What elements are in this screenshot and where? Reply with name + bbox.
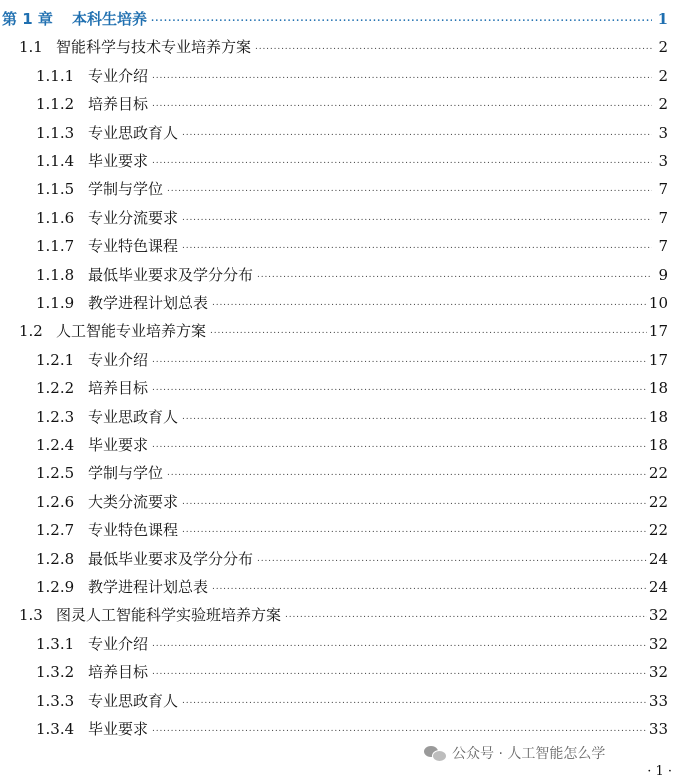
toc-entry-title: 学制与学位 xyxy=(88,180,164,199)
toc-leader-dots xyxy=(182,493,647,511)
toc-entry-title: 最低毕业要求及学分分布 xyxy=(88,265,254,284)
toc-entry-number: 1.1.8 xyxy=(36,265,75,284)
wechat-icon xyxy=(424,744,446,762)
toc-leader-dots xyxy=(152,379,647,397)
toc-entry-page: 7 xyxy=(658,208,668,227)
toc-entry-title: 智能科学与技术专业培养方案 xyxy=(56,38,252,57)
toc-entry-page: 1 xyxy=(657,10,668,28)
toc-leader-dots xyxy=(182,521,647,539)
toc-entry-title: 培养目标 xyxy=(88,379,149,398)
toc-leader-dots xyxy=(182,692,647,710)
toc-entry-page: 24 xyxy=(648,578,668,596)
toc-entry-title: 学制与学位 xyxy=(88,464,164,483)
toc-entry-number: 1.2.7 xyxy=(36,521,75,540)
toc-leader-dots xyxy=(182,209,652,227)
toc-entry[interactable] xyxy=(0,487,668,511)
toc-entry-page: 33 xyxy=(648,720,668,738)
toc-entry[interactable] xyxy=(0,402,668,426)
toc-entry-number: 1.1.7 xyxy=(36,237,75,256)
toc-entry[interactable] xyxy=(0,430,668,454)
toc-entry-title: 大类分流要求 xyxy=(88,492,179,511)
toc-entry[interactable] xyxy=(0,260,668,284)
toc-entry-page: 3 xyxy=(658,152,668,170)
toc-entry[interactable] xyxy=(0,458,668,482)
toc-entry-number: 1.1 xyxy=(19,38,43,57)
toc-entry-number: 1.3.1 xyxy=(36,634,75,653)
toc-entry-page: 18 xyxy=(648,379,668,398)
toc-entry-title: 专业思政育人 xyxy=(88,407,179,426)
toc-leader-dots xyxy=(182,124,652,142)
toc-entry-title: 专业特色课程 xyxy=(88,521,179,540)
footer-page-number: · 1 · xyxy=(647,764,672,779)
toc-leader-dots xyxy=(212,578,647,596)
toc-entry-number: 1.3.3 xyxy=(36,691,75,710)
toc-entry-number: 1.1.4 xyxy=(36,152,75,170)
toc-entry-title: 专业思政育人 xyxy=(88,123,179,142)
toc-entry[interactable] xyxy=(0,4,668,28)
toc-entry-title: 图灵人工智能科学实验班培养方案 xyxy=(56,606,282,625)
toc-entry-title: 培养目标 xyxy=(88,663,149,682)
toc-entry-number: 1.1.9 xyxy=(36,294,75,312)
toc-leader-dots xyxy=(257,550,647,568)
toc-entry[interactable] xyxy=(0,231,668,255)
toc-entry-title: 培养目标 xyxy=(88,95,149,114)
toc-entry-page: 32 xyxy=(648,663,668,682)
toc-entry-page: 7 xyxy=(658,180,668,199)
toc-entry-number: 1.2.5 xyxy=(36,464,75,483)
toc-entry-number: 1.1.6 xyxy=(36,208,75,227)
toc-entry-page: 22 xyxy=(648,521,668,540)
toc-leader-dots xyxy=(152,351,647,369)
toc-leader-dots xyxy=(152,152,652,170)
toc-entry-number: 1.2 xyxy=(19,322,43,341)
toc-leader-dots xyxy=(152,635,647,653)
toc-entry[interactable] xyxy=(0,89,668,113)
toc-leader-dots xyxy=(182,237,652,255)
toc-entry-page: 32 xyxy=(648,606,668,625)
toc-leader-dots xyxy=(152,720,647,738)
toc-entry-page: 2 xyxy=(658,66,668,85)
toc-entry[interactable] xyxy=(0,373,668,397)
toc-entry-number: 1.3 xyxy=(19,606,43,625)
toc-entry[interactable] xyxy=(0,203,668,227)
toc-entry-page: 7 xyxy=(658,237,668,256)
toc-entry-title: 毕业要求 xyxy=(88,436,149,454)
toc-entry[interactable] xyxy=(0,288,668,312)
toc-entry[interactable] xyxy=(0,657,668,681)
toc-entry-page: 2 xyxy=(658,95,668,114)
toc-entry-title: 专业介绍 xyxy=(88,350,149,369)
toc-leader-dots xyxy=(167,464,647,482)
toc-entry-page: 18 xyxy=(648,407,668,426)
toc-entry[interactable] xyxy=(0,686,668,710)
toc-entry-page: 22 xyxy=(648,492,668,511)
toc-entry-title: 教学进程计划总表 xyxy=(88,294,209,312)
toc-entry[interactable] xyxy=(0,544,668,568)
toc-entry-title: 教学进程计划总表 xyxy=(88,578,209,596)
toc-entry-title: 最低毕业要求及学分分布 xyxy=(88,549,254,568)
toc-entry-title: 人工智能专业培养方案 xyxy=(56,322,207,341)
toc-leader-dots xyxy=(255,38,652,56)
toc-entry-page: 17 xyxy=(648,322,668,341)
toc-entry[interactable] xyxy=(0,572,668,596)
toc-entry-page: 22 xyxy=(648,464,668,483)
toc-leader-dots xyxy=(152,663,647,681)
toc-entry[interactable] xyxy=(0,629,668,653)
toc-entry-number: 1.2.4 xyxy=(36,436,75,454)
toc-leader-dots xyxy=(182,408,647,426)
toc-entry[interactable] xyxy=(0,174,668,198)
toc-entry-number: 1.2.2 xyxy=(36,379,75,398)
toc-leader-dots xyxy=(167,180,652,198)
toc-leader-dots xyxy=(151,10,652,28)
toc-entry-number: 1.2.9 xyxy=(36,578,75,596)
toc-entry[interactable] xyxy=(0,600,668,624)
watermark xyxy=(424,740,605,766)
toc-leader-dots xyxy=(257,266,652,284)
toc-entry[interactable] xyxy=(0,714,668,738)
toc-entry-title: 专业介绍 xyxy=(88,634,149,653)
toc-entry-title: 专业介绍 xyxy=(88,66,149,85)
toc-leader-dots xyxy=(152,95,652,113)
toc-entry-number: 第 1 章 xyxy=(2,10,53,28)
toc-entry-page: 18 xyxy=(648,436,668,454)
toc-entry-title: 专业思政育人 xyxy=(88,691,179,710)
toc-entry-page: 9 xyxy=(658,265,668,284)
toc-entry[interactable] xyxy=(0,32,668,56)
toc-entry[interactable] xyxy=(0,345,668,369)
toc-entry-number: 1.1.2 xyxy=(36,95,75,114)
toc-leader-dots xyxy=(212,294,647,312)
toc-entry[interactable] xyxy=(0,316,668,340)
toc-entry[interactable] xyxy=(0,61,668,85)
toc-entry-number: 1.2.8 xyxy=(36,549,75,568)
toc-entry-page: 17 xyxy=(648,350,668,369)
toc-entry-page: 32 xyxy=(648,634,668,653)
toc-leader-dots xyxy=(210,322,647,340)
toc-entry-number: 1.2.3 xyxy=(36,407,75,426)
toc-leader-dots xyxy=(285,606,647,624)
watermark-text: 公众号 · 人工智能怎么学 xyxy=(452,746,606,762)
toc-entry-number: 1.2.1 xyxy=(36,350,75,369)
toc-entry-number: 1.1.3 xyxy=(36,123,75,142)
toc-entry-number: 1.1.1 xyxy=(36,66,75,85)
toc-entry[interactable] xyxy=(0,515,668,539)
toc-entry-number: 1.1.5 xyxy=(36,180,75,199)
toc-leader-dots xyxy=(152,67,652,85)
toc-entry[interactable] xyxy=(0,146,668,170)
toc-entry-title: 专业特色课程 xyxy=(88,237,179,256)
toc-leader-dots xyxy=(152,436,647,454)
toc-entry-number: 1.3.4 xyxy=(36,720,75,738)
toc-entry[interactable] xyxy=(0,118,668,142)
toc-entry-number: 1.3.2 xyxy=(36,663,75,682)
toc-entry-title: 毕业要求 xyxy=(88,152,149,170)
toc-entry-page: 33 xyxy=(648,691,668,710)
toc-entry-page: 10 xyxy=(648,294,668,312)
toc-entry-title: 毕业要求 xyxy=(88,720,149,738)
toc-entry-number: 1.2.6 xyxy=(36,492,75,511)
toc-entry-page: 3 xyxy=(658,123,668,142)
toc-entry-title: 专业分流要求 xyxy=(88,208,179,227)
toc-entry-page: 24 xyxy=(648,549,668,568)
toc-entry-page: 2 xyxy=(658,38,668,57)
toc-entry-title: 本科生培养 xyxy=(72,10,148,28)
